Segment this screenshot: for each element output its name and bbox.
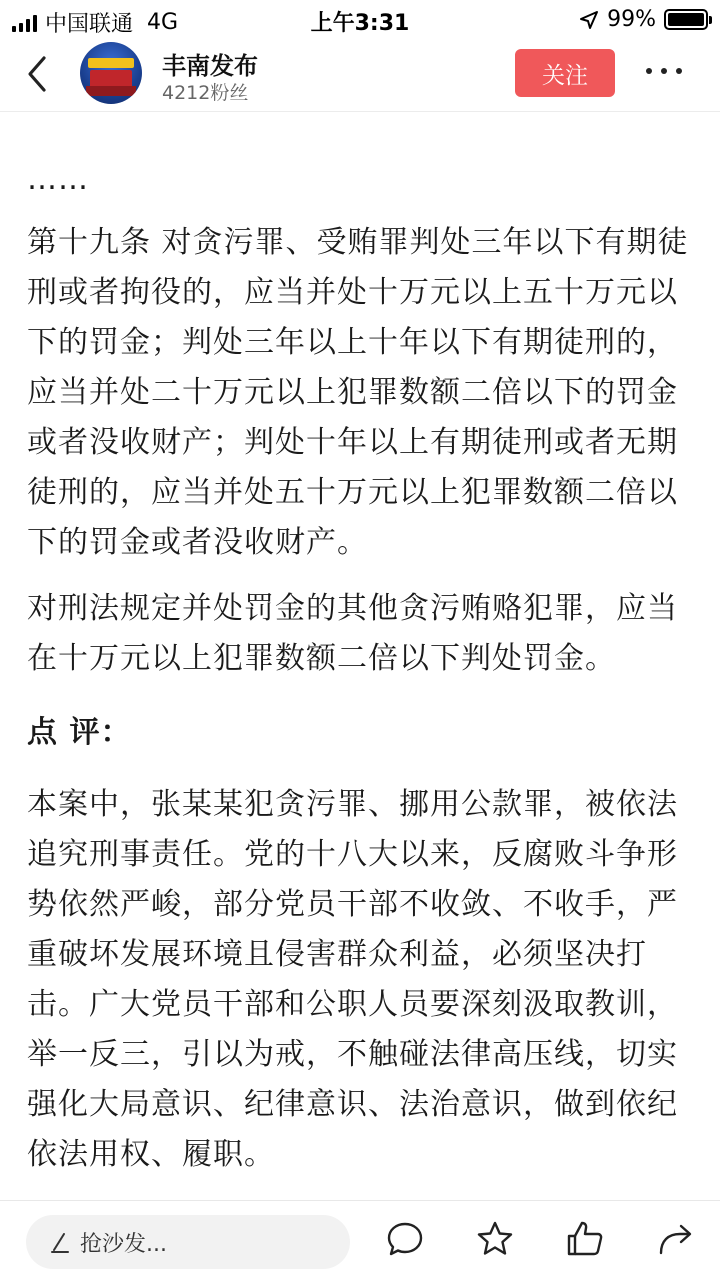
comment-placeholder: 抢沙发...	[80, 1231, 167, 1257]
star-icon[interactable]	[475, 1219, 515, 1259]
more-icon[interactable]	[646, 68, 682, 74]
avatar[interactable]	[80, 42, 142, 104]
share-icon[interactable]	[656, 1219, 696, 1259]
comment-input[interactable]	[26, 1215, 350, 1269]
bottom-action-bar	[0, 1200, 720, 1280]
status-bar	[0, 0, 720, 38]
thumbs-up-icon[interactable]	[565, 1219, 605, 1259]
status-right	[579, 7, 708, 32]
follow-button[interactable]: 关注	[515, 49, 615, 97]
battery-icon	[664, 9, 708, 30]
location-arrow-icon	[579, 10, 599, 30]
article-header	[0, 38, 720, 112]
article-paragraph: 对刑法规定并处罚金的其他贪污贿赂犯罪，应当在十万元以上犯罪数额二倍以下判处罚金。	[27, 591, 678, 676]
back-icon[interactable]	[22, 54, 52, 94]
pen-icon	[48, 1230, 72, 1254]
fans-count: 4212粉丝	[162, 82, 249, 104]
comment-icon[interactable]	[385, 1219, 425, 1259]
article-paragraph: 本案中，张某某犯贪污罪、挪用公款罪，被依法追究刑事责任。党的十八大以来，反腐败斗争形势依然严峻，部分党员干部不收敛、不收手，严重破坏发展环境且侵害群众利益，必须坚决打击。广大党员干部和公职人员要深刻汲取教训，举一反三，引以为戒，不触碰法律高压线，切实强化大局意识、纪律意识、法治意识，做到依纪依法用权、履职。	[27, 787, 678, 1172]
ellipsis-text: ……	[27, 162, 89, 197]
comment-heading: 点 评：	[27, 715, 132, 750]
network-label: 4G	[147, 10, 179, 35]
article-paragraph: 第十九条 对贪污罪、受贿罪判处三年以下有期徒刑或者拘役的，应当并处十万元以上五十万元以下的罚金；判处三年以上十年以下有期徒刑的，应当并处二十万元以上犯罪数额二倍以下的罚金或者没收财产；判处十年以上有期徒刑或者无期徒刑的，应当并处五十万元以上犯罪数额二倍以下的罚金或者没收财产。	[27, 225, 689, 560]
carrier-label: 中国联通	[45, 12, 134, 37]
clock: 上午3:31	[310, 11, 410, 36]
account-name[interactable]: 丰南发布	[162, 52, 258, 80]
battery-percent: 99%	[607, 7, 656, 32]
